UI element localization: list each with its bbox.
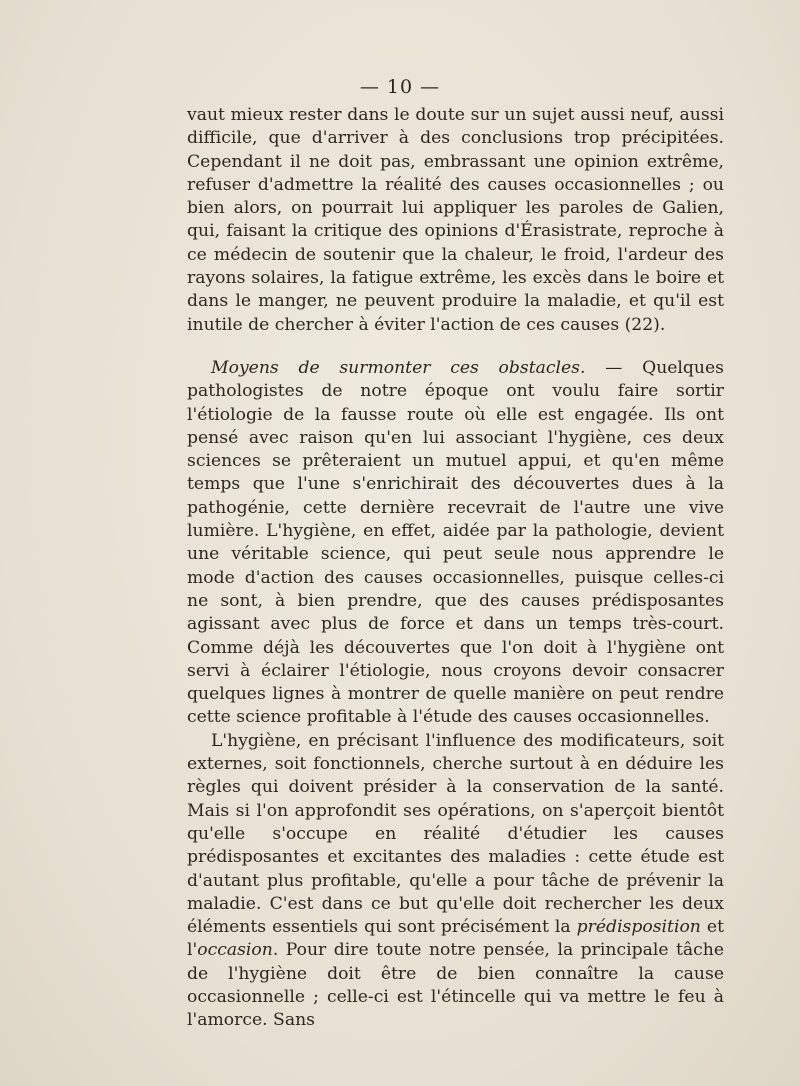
paragraph-2-text: — Quelques pathologistes de notre époque ont voulu faire sortir l'étiologie de la fausse route où elle est engagée. Ils ont pensé avec raison qu'en lui associant l'hygiène, ces deux sciences se prêteraient un mutuel appui, et qu'en même temps que l'une s'enrichirait des découvertes dues à la pathogénie, cette dernière recevrait de l'autre une vive lumière. L'hygiène, en effet, aidée par la pathologie, devient une véritable science, qui peut seule nous apprendre le mode d'action des causes occasionnelles, puisque celles-ci ne sont, à bien prendre, que des causes prédisposantes agissant avec plus de force et dans un temps très-court. Comme déjà les découvertes que l'on doit à l'hygiène ont servi à éclairer l'étiologie, nous croyons devoir consacrer quelques lignes à montrer de quelle manière on peut rendre cette science profitable à l'étude des causes occasionnelles.	[187, 357, 724, 728]
paragraph-3-text-b: et l'	[187, 917, 724, 961]
term-occasion: occasion	[197, 940, 273, 961]
paragraph-2	[187, 357, 724, 730]
paragraph-3	[187, 730, 724, 1033]
paragraph-1	[187, 104, 724, 337]
section-heading: Moyens de surmonter ces obstacles.	[211, 357, 586, 378]
term-predisposition: prédisposition	[576, 917, 701, 938]
paragraph-3-text-a: L'hygiène, en précisant l'influence des modificateurs, soit externes, soit fonctionnels, cherche surtout à en déduire les règles qui doivent présider à la conservation de la santé. Mais si l'on approfondit ses opérations, on s'aperçoit bientôt qu'elle s'occupe en réalité d'étudier les causes prédisposantes et excitantes des maladies : cette étude est d'autant plus profitable, qu'elle a pour tâche de prévenir la maladie. C'est dans ce but qu'elle doit rechercher les deux éléments essentiels qui sont précisément la	[187, 730, 724, 938]
paragraph-3-text-c: . Pour dire toute notre pensée, la principale tâche de l'hygiène doit être de bien connaître la cause occasionnelle ; celle-ci est l'étincelle qui va mettre le feu à l'amorce. Sans	[187, 940, 724, 1031]
page-number: — 10 —	[359, 76, 441, 98]
paragraph-1-text: vaut mieux rester dans le doute sur un sujet aussi neuf, aussi difficile, que d'arriver à des conclusions trop précipitées. Cependant il ne doit pas, embrassant une opinion extrême, refuser d'admettre la réalité des causes occasionnelles ; ou bien alors, on pourrait lui appliquer les paroles de Galien, qui, faisant la critique des opinions d'Érasistrate, reproche à ce médecin de soutenir que la chaleur, le froid, l'ardeur des rayons solaires, la fatigue extrême, les excès dans le boire et dans le manger, ne peuvent produire la maladie, et qu'il est inutile de chercher à éviter l'action de ces causes (22).	[187, 105, 724, 335]
body-text	[187, 104, 724, 1033]
